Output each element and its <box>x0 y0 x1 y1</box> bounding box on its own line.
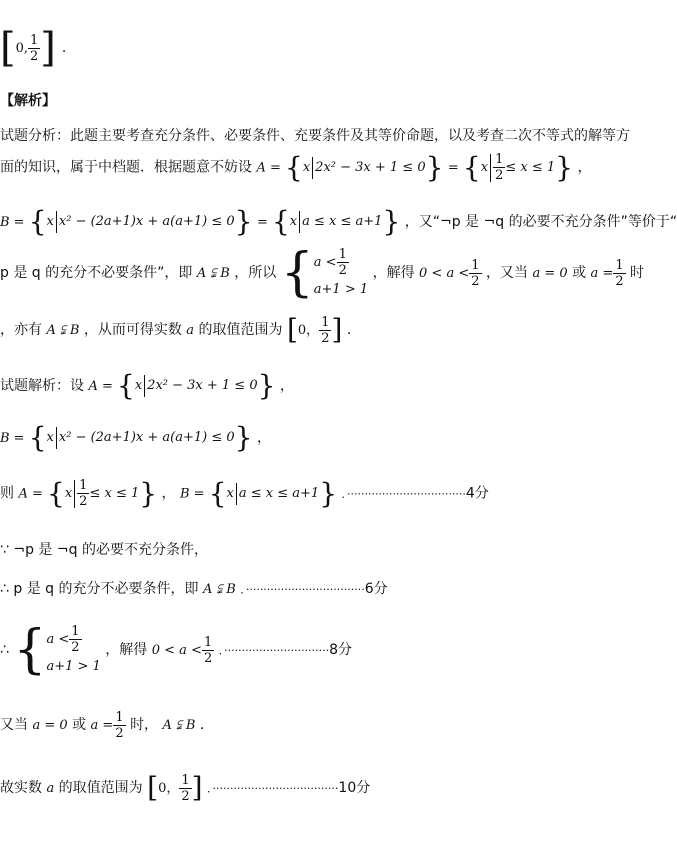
half-fraction <box>469 258 481 289</box>
analysis-text: p 是 q 的充分不必要条件”，即 <box>0 265 193 281</box>
when-text: 时 <box>630 265 645 281</box>
set-condition: a ≤ x ≤ a+1 <box>238 485 320 501</box>
or-text: 或 <box>72 717 87 733</box>
half-fraction <box>613 258 625 289</box>
comma: ， <box>577 159 592 176</box>
set-condition: ≤ x ≤ 1 <box>89 485 140 501</box>
frac-num: 1 <box>181 772 190 788</box>
subset-expr: A ⫋ B <box>196 266 230 281</box>
analysis-text: ，亦有 <box>0 322 42 338</box>
set-var: x <box>302 159 311 175</box>
analysis-text: ，又“¬p 是 ¬q 的必要不充分条件”等价于“ <box>404 214 677 230</box>
solution-line-2 <box>0 421 271 454</box>
period: ． <box>199 717 214 733</box>
period: . <box>346 322 352 338</box>
half-fraction <box>202 635 214 666</box>
frac-den: 2 <box>79 494 88 509</box>
set-condition: x² − (2a+1)x + a(a+1) ≤ 0 <box>58 430 235 445</box>
frac-num: 1 <box>495 152 504 167</box>
answer-period: . <box>61 40 67 56</box>
set-var: x <box>480 159 489 175</box>
comma: ， <box>279 378 294 394</box>
solution-line-4: ∵ ¬p 是 ¬q 的必要不充分条件， <box>0 542 208 558</box>
set-b-def: { x x² − (2a+1)x + a(a+1) ≤ 0 } <box>28 205 253 238</box>
section-heading: 【解析】 <box>0 93 56 109</box>
set-condition: a ≤ x ≤ a+1 <box>302 214 383 229</box>
frac-den: 2 <box>71 640 80 655</box>
half-fraction <box>493 152 505 183</box>
subset-expr: A ⫋ B <box>46 323 80 338</box>
half-fraction <box>319 315 331 346</box>
set-a-label: A = <box>88 379 117 394</box>
frac-den: 2 <box>321 330 330 346</box>
half-fraction <box>69 624 81 655</box>
set-a-def: { x 2x² − 3x + 1 ≤ 0 } <box>117 369 276 402</box>
set-var: x <box>46 430 54 445</box>
set-a-interval: { x $\frac{1}{2}$ ≤ x ≤ 1 } <box>462 150 573 184</box>
solution-line-3 <box>0 478 489 509</box>
therefore-symbol: ∴ <box>0 642 9 658</box>
solution-line-6 <box>0 622 352 679</box>
frac-num: 1 <box>321 314 330 330</box>
solution-expr: 0 < a < <box>419 266 470 281</box>
solution-label: 试题解析：设 <box>0 378 84 394</box>
set-var: x <box>226 485 234 501</box>
set-a-label: A = <box>18 486 47 502</box>
solution-text: ，解得 <box>105 642 148 658</box>
or-text: 或 <box>572 265 587 281</box>
frac-num: 1 <box>203 634 213 650</box>
frac-num: 1 <box>71 624 80 639</box>
var-a: a <box>186 323 195 338</box>
score-label: 4分 <box>465 485 489 502</box>
ineq-row-1: a < <box>313 255 337 270</box>
answer-fraction <box>28 33 40 64</box>
set-condition: 2x² − 3x + 1 ≤ 0 <box>315 159 426 175</box>
frac-num: 1 <box>338 247 347 262</box>
frac-num: 1 <box>30 32 39 48</box>
a-equals: a = <box>590 266 614 281</box>
score-label: 10分 <box>338 780 371 796</box>
analysis-line-5: ，亦有 A ⫋ B ，从而可得实数 a 的取值范围为 [0， $\frac{1}{2}$ ] . <box>0 313 352 346</box>
score-label: 8分 <box>329 642 352 658</box>
set-b-label: B = <box>179 486 209 502</box>
solution-text: 的取值范围为 <box>58 780 143 796</box>
frac-den: 2 <box>338 263 347 278</box>
analysis-text: ，又当 <box>485 265 528 281</box>
set-b-label: B = <box>0 431 29 446</box>
ineq-row-2: a+1 > 1 <box>46 659 101 674</box>
a-zero: a = 0 <box>532 266 568 281</box>
half-fraction <box>77 478 89 509</box>
set-condition: 2x² − 3x + 1 ≤ 0 <box>147 378 258 393</box>
half-fraction <box>113 710 125 741</box>
comma: ， <box>256 430 271 446</box>
set-b-interval: { x a ≤ x ≤ a+1 } <box>208 476 338 510</box>
interval-zero: 0， <box>297 323 320 338</box>
comma: ， <box>161 485 176 502</box>
solution-text: ∴ p 是 q 的充分不必要条件，即 <box>0 581 199 597</box>
half-fraction <box>179 773 191 804</box>
analysis-text: ，解得 <box>372 265 415 281</box>
frac-den: 2 <box>181 788 190 804</box>
frac-num: 1 <box>79 478 88 493</box>
set-var: x <box>289 214 298 229</box>
analysis-line-4 <box>0 243 645 303</box>
set-a-def: { x 2x² − 3x + 1 ≤ 0 } <box>285 150 444 184</box>
inequality-system: { a < $\frac{1}{2}$ a+1 > 1 <box>280 243 369 303</box>
solution-text: 又当 <box>0 717 28 733</box>
frac-den: 2 <box>30 48 39 64</box>
answer-line <box>0 25 67 71</box>
frac-den: 2 <box>115 725 124 741</box>
set-var: x <box>64 485 73 501</box>
score-label: 6分 <box>364 581 388 597</box>
subset-expr: A ⫋ B <box>202 582 236 597</box>
set-a-interval: { x $\frac{1}{2}$ ≤ x ≤ 1 } <box>47 476 158 510</box>
score-dots: ．·································· <box>240 583 365 596</box>
frac-num: 1 <box>115 709 124 725</box>
when-text: 时， <box>130 717 159 733</box>
solution-line-7 <box>0 706 214 745</box>
var-a: a <box>46 781 55 796</box>
solution-line-1 <box>0 369 294 402</box>
set-var: x <box>134 378 143 393</box>
solution-line-5 <box>0 580 388 599</box>
analysis-line-1: 试题分析：此题主要考查充分条件、必要条件、充要条件及其等价命题，以及考查二次不等式的解等方 <box>0 128 630 144</box>
analysis-line-2 <box>0 152 591 183</box>
ineq-row-1: a < <box>46 632 70 647</box>
frac-den: 2 <box>203 650 213 666</box>
set-condition: x² − (2a+1)x + a(a+1) ≤ 0 <box>58 214 235 229</box>
a-zero: a = 0 <box>32 718 68 733</box>
analysis-text: ，从而可得实数 <box>83 322 182 338</box>
frac-num: 1 <box>615 257 624 273</box>
frac-den: 2 <box>495 168 504 183</box>
set-var: x <box>46 214 54 229</box>
analysis-text: 面的知识，属于中档题．根据题意不妨设 <box>0 159 252 176</box>
half-fraction <box>337 247 349 278</box>
frac-den: 2 <box>471 273 480 289</box>
then-text: 则 <box>0 485 14 502</box>
ineq-row-2: a+1 > 1 <box>313 282 369 297</box>
score-dots: ．·································· <box>341 487 466 501</box>
solution-line-8: 故实数 a 的取值范围为 [0， $\frac{1}{2}$ ] ．····································10分 <box>0 771 371 804</box>
solution-text: 故实数 <box>0 780 42 796</box>
interval-zero: 0， <box>158 781 180 796</box>
score-dots: ．···································· <box>207 782 339 795</box>
analysis-text: 的取值范围为 <box>198 322 283 338</box>
analysis-line-3 <box>0 205 677 238</box>
set-a-label: A = <box>256 160 285 176</box>
frac-num: 1 <box>471 257 480 273</box>
a-equals: a = <box>90 718 114 733</box>
set-b-label: B = <box>0 215 29 230</box>
solution-expr: 0 < a < <box>151 643 202 658</box>
set-condition: ≤ x ≤ 1 <box>505 159 556 175</box>
bracket-open: [ <box>0 25 16 71</box>
inequality-system: { a < $\frac{1}{2}$ a+1 > 1 <box>13 620 101 680</box>
bracket-close: ] <box>40 25 56 71</box>
subset-expr: A ⫋ B <box>162 718 196 733</box>
set-b-interval: { x a ≤ x ≤ a+1 } <box>271 205 401 238</box>
set-b-def: { x x² − (2a+1)x + a(a+1) ≤ 0 } <box>28 421 253 454</box>
equals: = <box>256 215 272 230</box>
frac-den: 2 <box>615 273 624 289</box>
answer-zero: 0, <box>15 41 29 56</box>
analysis-text: ，所以 <box>234 265 277 281</box>
equals: = <box>447 160 463 176</box>
score-dots: ．······························ <box>218 644 330 657</box>
